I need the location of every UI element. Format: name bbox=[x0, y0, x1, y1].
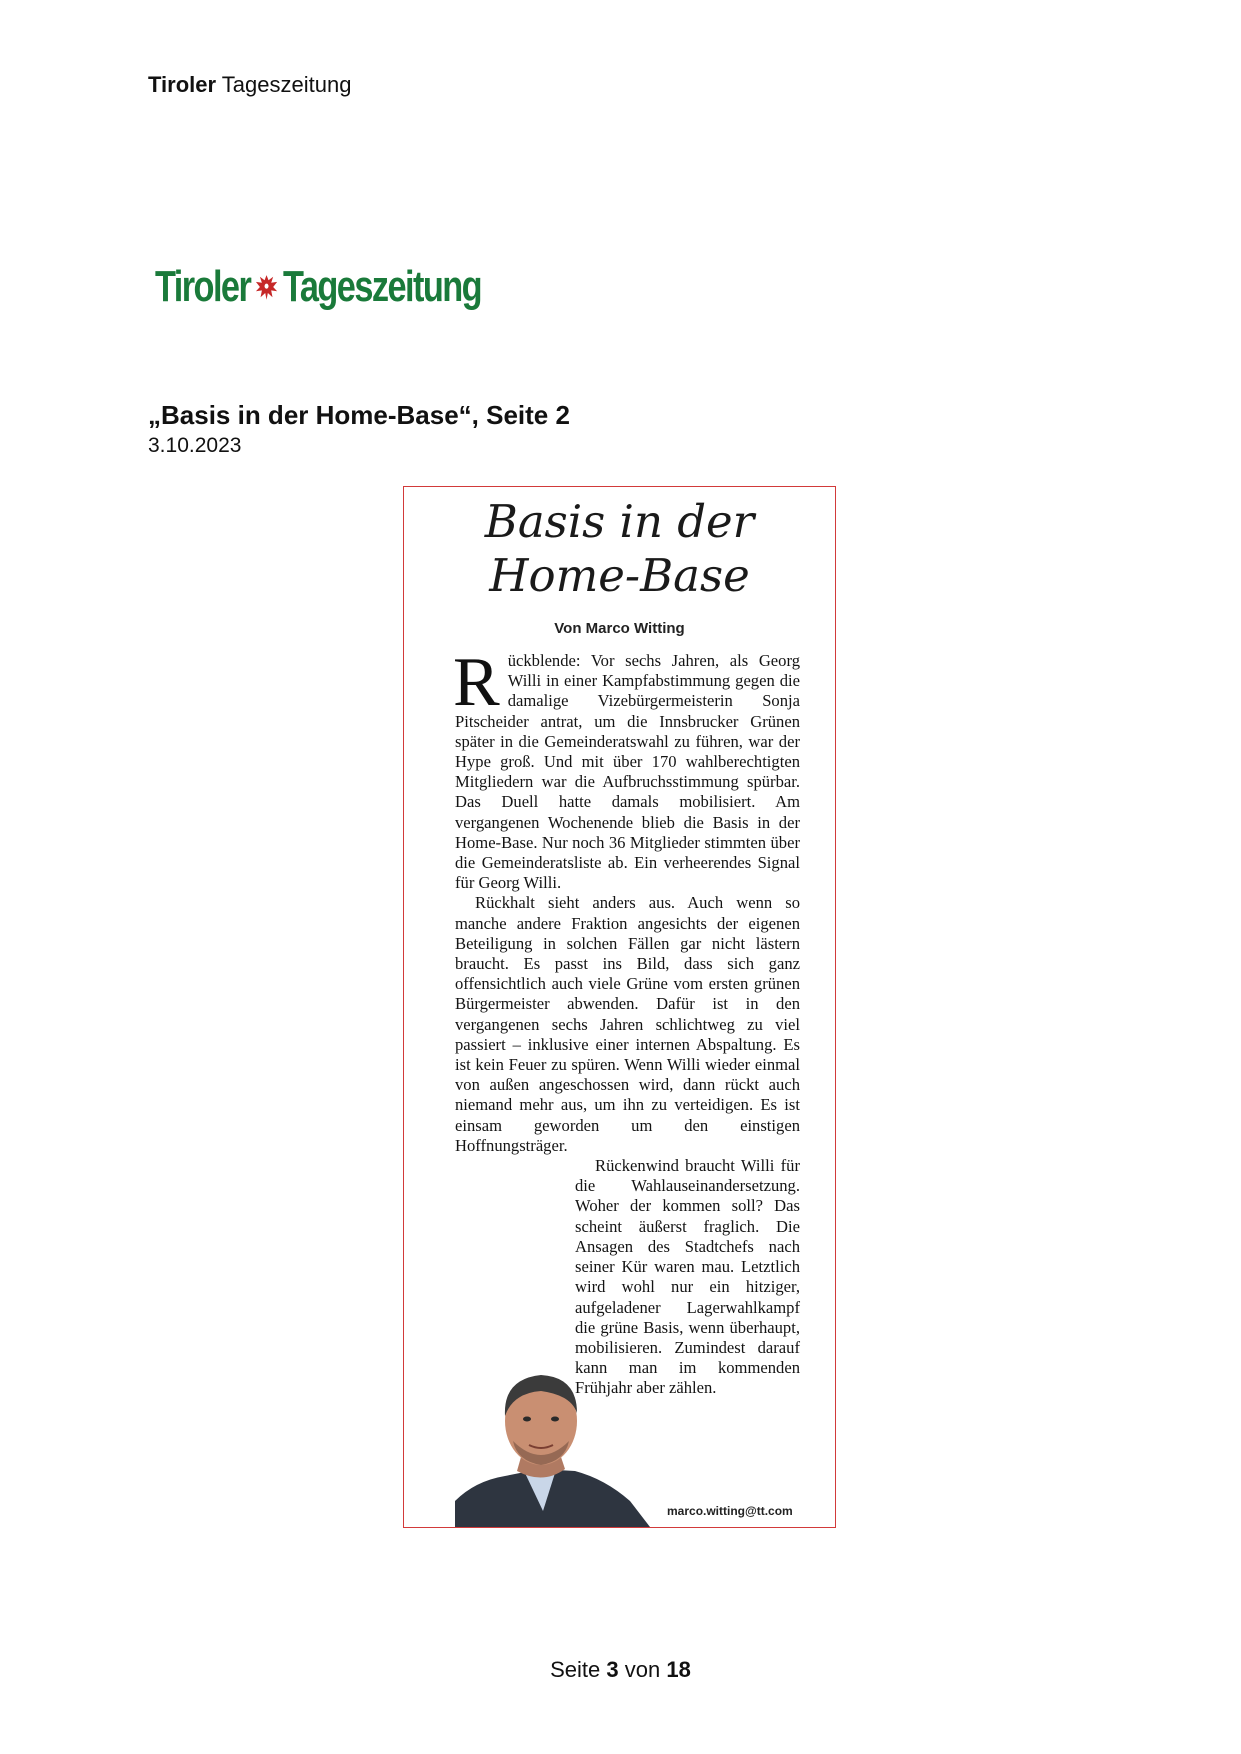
publication-name-bold: Tiroler bbox=[148, 72, 217, 97]
article-body bbox=[453, 644, 800, 1416]
footer-middle: von bbox=[624, 1657, 661, 1682]
drop-cap: R bbox=[453, 644, 500, 721]
paragraph-3-text: Rückenwind braucht Willi für die Wahlauseinandersetzung. Woher der kommen soll? Das scheint äußerst fraglich. Die Ansagen des Stadtchefs nach seiner Kür waren mau. Letztlich wird wohl nur ein hitziger, aufgeladener Lagerwahlkampf die grüne Basis, wenn überhaupt, mobilisieren. Zumindest darauf kann man im kommenden Frühjahr aber zählen. bbox=[575, 1156, 800, 1398]
document-title: „Basis in der Home-Base“, Seite 2 bbox=[148, 400, 570, 430]
eagle-icon bbox=[253, 270, 280, 304]
footer-current-page: 3 bbox=[606, 1657, 619, 1682]
paragraph-1-text: ückblende: Vor sechs Jahren, als Georg Willi in einer Kampfabstimmung gegen die damalige Vizebürgermeisterin Sonja Pitscheider antrat, um die Innsbrucker Grünen später in die Gemeinderatswahl zu führen, war der Hype groß. Und mit über 170 wahlberechtigten Mitgliedern war die Aufbruchsstimmung spürbar. Das Duell hatte damals mobilisiert. Am vergangenen Wochenende blieb die Basis in der Home-Base. Nur noch 36 Mitglieder stimmten über die Gemeinderatsliste ab. Ein verheerendes Signal für Georg Willi. bbox=[455, 651, 800, 893]
document-date: 3.10.2023 bbox=[148, 434, 242, 457]
headline-line-2: Home-Base bbox=[489, 549, 750, 602]
article-author: Von Marco Witting bbox=[554, 620, 685, 637]
footer-total-pages: 18 bbox=[666, 1657, 691, 1682]
headline-line-1: Basis in der bbox=[484, 495, 755, 548]
logo-text-left: Tiroler bbox=[155, 262, 251, 311]
publication-name-regular: Tageszeitung bbox=[221, 72, 352, 97]
article-paragraph bbox=[453, 644, 800, 893]
author-portrait bbox=[455, 1361, 650, 1527]
paragraph-2-text: Rückhalt sieht anders aus. Auch wenn so manche andere Fraktion angesichts der eigenen Beteiligung in solchen Fällen gar nicht lästern braucht. Es passt ins Bild, dass sich ganz offensichtlich auch viele Grüne vom ersten grünen Bürgermeister abwenden. Dafür ist in den vergangenen sechs Jahren schlichtweg zu viel passiert – inklusive einer internen Abspaltung. Es ist kein Feuer zu spüren. Wenn Willi wieder einmal von außen angeschossen wird, dann rückt auch niemand mehr aus, um ihn zu verteidigen. Es ist einsam geworden um den einstigen Hoffnungsträger. bbox=[455, 893, 800, 1155]
page-footer bbox=[0, 1657, 1241, 1683]
article-headline bbox=[404, 495, 835, 603]
article-clipping bbox=[403, 486, 836, 1528]
logo-text-right: Tageszeitung bbox=[283, 262, 482, 311]
article-paragraph bbox=[455, 893, 800, 1156]
newspaper-logo bbox=[155, 262, 481, 312]
footer-prefix: Seite bbox=[550, 1657, 601, 1682]
author-email: marco.witting@tt.com bbox=[667, 1504, 793, 1518]
publication-header bbox=[148, 72, 351, 98]
